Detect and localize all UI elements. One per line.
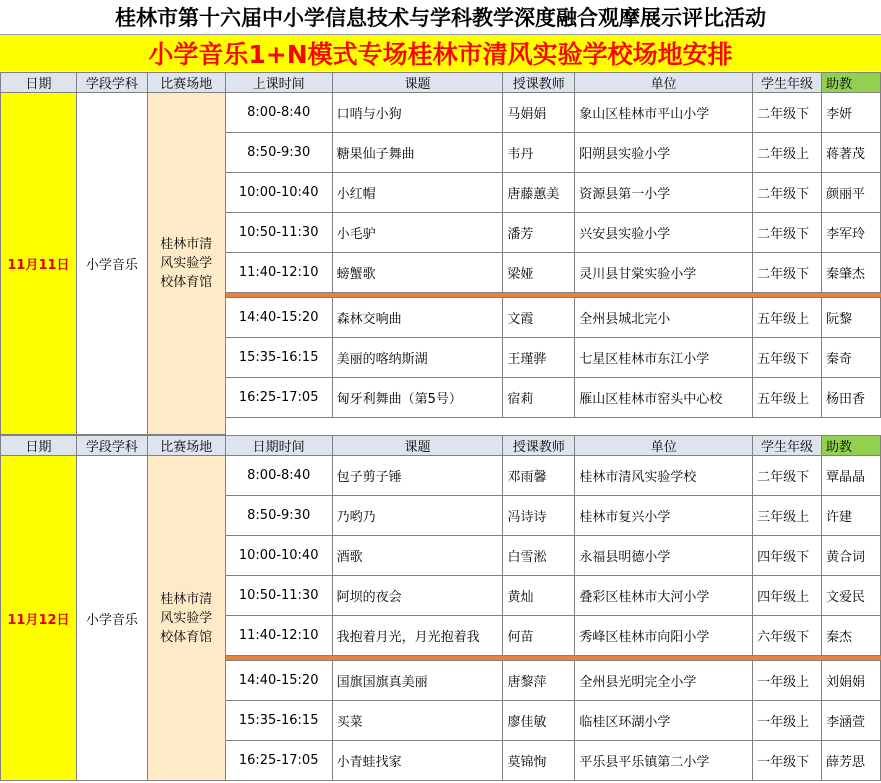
grade-cell: 二年级上	[753, 133, 822, 173]
date-cell: 11月11日	[1, 93, 77, 435]
table-header-row	[1, 436, 881, 456]
header-venue: 比赛场地	[147, 436, 225, 456]
time-cell: 14:40-15:20	[225, 661, 332, 701]
unit-cell: 桂林市复兴小学	[575, 496, 753, 536]
assistant-cell: 薛芳思	[822, 741, 881, 781]
header-teacher: 授课教师	[503, 436, 575, 456]
topic-cell: 森林交响曲	[332, 298, 503, 338]
page-title: 桂林市第十六届中小学信息技术与学科教学深度融合观摩展示评比活动	[0, 0, 881, 35]
time-cell: 14:40-15:20	[225, 298, 332, 338]
venue-cell: 桂林市清风实验学校体育馆	[147, 93, 225, 435]
time-cell: 16:25-17:05	[225, 378, 332, 418]
time-cell: 8:00-8:40	[225, 93, 332, 133]
unit-cell: 全州县城北完小	[575, 298, 753, 338]
topic-cell: 小青蛙找家	[332, 741, 503, 781]
assistant-cell: 李涵萱	[822, 701, 881, 741]
teacher-cell: 莫锦恂	[503, 741, 575, 781]
unit-cell: 资源县第一小学	[575, 173, 753, 213]
spacer-cell	[225, 418, 880, 435]
schedule-table-day1	[0, 72, 881, 435]
topic-cell: 我抱着月光，月光抱着我	[332, 616, 503, 656]
assistant-cell: 秦奇	[822, 338, 881, 378]
grade-cell: 一年级下	[753, 741, 822, 781]
unit-cell: 叠彩区桂林市大河小学	[575, 576, 753, 616]
teacher-cell: 潘芳	[503, 213, 575, 253]
topic-cell: 买菜	[332, 701, 503, 741]
header-date: 日期	[1, 436, 77, 456]
grade-cell: 六年级下	[753, 616, 822, 656]
assistant-cell: 颜丽平	[822, 173, 881, 213]
teacher-cell: 冯诗诗	[503, 496, 575, 536]
teacher-cell: 白雪淞	[503, 536, 575, 576]
header-venue: 比赛场地	[147, 73, 225, 93]
grade-cell: 二年级下	[753, 93, 822, 133]
header-teacher: 授课教师	[503, 73, 575, 93]
time-cell: 8:00-8:40	[225, 456, 332, 496]
assistant-cell: 秦杰	[822, 616, 881, 656]
teacher-cell: 王瑾骅	[503, 338, 575, 378]
assistant-cell: 秦肇杰	[822, 253, 881, 293]
grade-cell: 五年级下	[753, 338, 822, 378]
grade-cell: 四年级上	[753, 576, 822, 616]
teacher-cell: 宿莉	[503, 378, 575, 418]
segment-cell: 小学音乐	[76, 456, 147, 781]
topic-cell: 口哨与小狗	[332, 93, 503, 133]
teacher-cell: 梁娅	[503, 253, 575, 293]
venue-cell: 桂林市清风实验学校体育馆	[147, 456, 225, 781]
teacher-cell: 邓雨馨	[503, 456, 575, 496]
topic-cell: 小红帽	[332, 173, 503, 213]
grade-cell: 三年级上	[753, 496, 822, 536]
grade-cell: 二年级下	[753, 253, 822, 293]
unit-cell: 桂林市清风实验学校	[575, 456, 753, 496]
header-unit: 单位	[575, 73, 753, 93]
time-cell: 10:00-10:40	[225, 173, 332, 213]
time-cell: 15:35-16:15	[225, 701, 332, 741]
header-date: 日期	[1, 73, 77, 93]
time-cell: 11:40-12:10	[225, 616, 332, 656]
header-topic: 课题	[332, 73, 503, 93]
topic-cell: 螃蟹歌	[332, 253, 503, 293]
grade-cell: 五年级上	[753, 298, 822, 338]
table-header-row	[1, 73, 881, 93]
grade-cell: 二年级下	[753, 456, 822, 496]
unit-cell: 阳朔县实验小学	[575, 133, 753, 173]
time-cell: 8:50-9:30	[225, 496, 332, 536]
teacher-cell: 马娟娟	[503, 93, 575, 133]
unit-cell: 雁山区桂林市窑头中心校	[575, 378, 753, 418]
time-cell: 15:35-16:15	[225, 338, 332, 378]
teacher-cell: 韦丹	[503, 133, 575, 173]
unit-cell: 全州县光明完全小学	[575, 661, 753, 701]
topic-cell: 酒歌	[332, 536, 503, 576]
unit-cell: 七星区桂林市东江小学	[575, 338, 753, 378]
time-cell: 11:40-12:10	[225, 253, 332, 293]
topic-cell: 阿坝的夜会	[332, 576, 503, 616]
page-subtitle: 小学音乐1+N模式专场桂林市清风实验学校场地安排	[0, 35, 881, 71]
teacher-cell: 唐黎萍	[503, 661, 575, 701]
topic-cell: 乃哟乃	[332, 496, 503, 536]
date-cell: 11月12日	[1, 456, 77, 781]
teacher-cell: 唐藤蕙美	[503, 173, 575, 213]
topic-cell: 小毛驴	[332, 213, 503, 253]
schedule-table-day2	[0, 435, 881, 781]
header-grade: 学生年级	[753, 73, 822, 93]
header-time: 上课时间	[225, 73, 332, 93]
assistant-cell: 蒋著茂	[822, 133, 881, 173]
topic-cell: 国旗国旗真美丽	[332, 661, 503, 701]
topic-cell: 匈牙利舞曲（第5号）	[332, 378, 503, 418]
header-assistant: 助教	[822, 73, 881, 93]
time-cell: 16:25-17:05	[225, 741, 332, 781]
assistant-cell: 李妍	[822, 93, 881, 133]
grade-cell: 四年级下	[753, 536, 822, 576]
unit-cell: 灵川县甘棠实验小学	[575, 253, 753, 293]
header-unit: 单位	[575, 436, 753, 456]
unit-cell: 永福县明德小学	[575, 536, 753, 576]
time-cell: 10:00-10:40	[225, 536, 332, 576]
assistant-cell: 刘娟娟	[822, 661, 881, 701]
assistant-cell: 文爱民	[822, 576, 881, 616]
grade-cell: 二年级下	[753, 173, 822, 213]
topic-cell: 糖果仙子舞曲	[332, 133, 503, 173]
time-cell: 10:50-11:30	[225, 576, 332, 616]
table-row	[1, 456, 881, 496]
header-segment: 学段学科	[76, 73, 147, 93]
unit-cell: 临桂区环湖小学	[575, 701, 753, 741]
assistant-cell: 黄合词	[822, 536, 881, 576]
grade-cell: 一年级上	[753, 661, 822, 701]
teacher-cell: 黄灿	[503, 576, 575, 616]
segment-cell: 小学音乐	[76, 93, 147, 435]
unit-cell: 秀峰区桂林市向阳小学	[575, 616, 753, 656]
header-topic: 课题	[332, 436, 503, 456]
assistant-cell: 杨田香	[822, 378, 881, 418]
topic-cell: 美丽的喀纳斯湖	[332, 338, 503, 378]
assistant-cell: 覃晶晶	[822, 456, 881, 496]
table-row	[1, 93, 881, 133]
header-time: 日期时间	[225, 436, 332, 456]
teacher-cell: 廖佳敏	[503, 701, 575, 741]
assistant-cell: 许建	[822, 496, 881, 536]
topic-cell: 包子剪子锤	[332, 456, 503, 496]
time-cell: 10:50-11:30	[225, 213, 332, 253]
header-grade: 学生年级	[753, 436, 822, 456]
grade-cell: 一年级上	[753, 701, 822, 741]
grade-cell: 五年级上	[753, 378, 822, 418]
grade-cell: 二年级下	[753, 213, 822, 253]
unit-cell: 象山区桂林市平山小学	[575, 93, 753, 133]
header-segment: 学段学科	[76, 436, 147, 456]
assistant-cell: 阮黎	[822, 298, 881, 338]
header-assistant: 助教	[822, 436, 881, 456]
teacher-cell: 文霞	[503, 298, 575, 338]
time-cell: 8:50-9:30	[225, 133, 332, 173]
unit-cell: 平乐县平乐镇第二小学	[575, 741, 753, 781]
teacher-cell: 何苗	[503, 616, 575, 656]
assistant-cell: 李军玲	[822, 213, 881, 253]
unit-cell: 兴安县实验小学	[575, 213, 753, 253]
